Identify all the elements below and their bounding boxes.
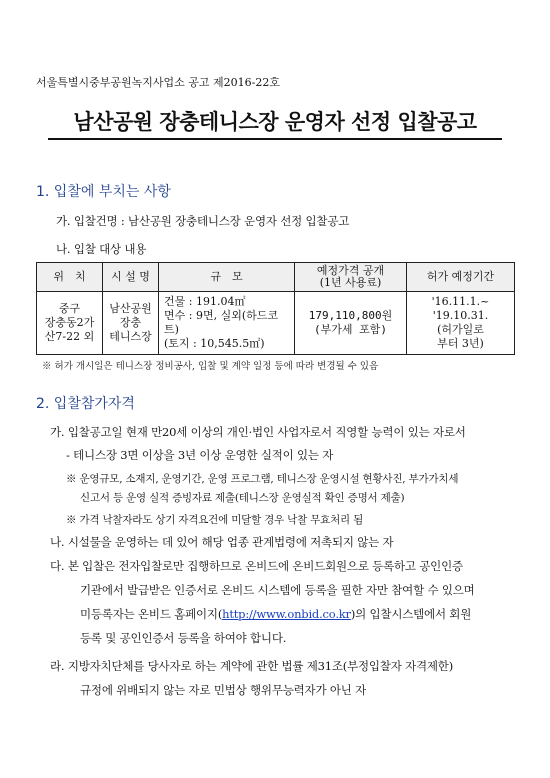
table-row (37, 292, 515, 355)
section2-heading: 2. 입찰참가자격 (36, 396, 135, 412)
section2-remark1-line1: ※ 운영규모, 소재지, 운영기간, 운영 프로그램, 테니스장 운영시설 현황사진, 부가가치세 (66, 473, 459, 485)
section2-item-ra-line1: 라. 지방자치단체를 당사자로 하는 계약에 관한 법률 제31조(부정입찰자 자격제한) (50, 659, 453, 673)
section2-item-na: 나. 시설물을 운영하는 데 있어 해당 업종 관계법령에 저촉되지 않는 자 (50, 535, 394, 549)
section1-heading: 1. 입찰에 부치는 사항 (36, 184, 171, 200)
section1-item-ga: 가. 입찰건명 : 남산공원 장충테니스장 운영자 선정 입찰공고 (56, 214, 350, 228)
cell-scale: 건물 : 191.04㎡ 면수 : 9면, 실외(하드코트) (토지 : 10,545.5㎡) (159, 292, 295, 355)
cell-location: 중구 장충동2가 산7-22 외 (37, 292, 103, 355)
section1-item-na: 나. 입찰 대상 내용 (56, 242, 147, 256)
onbid-link[interactable]: http://www.onbid.co.kr (222, 607, 351, 621)
section2-item-ga: 가. 입찰공고일 현재 만20세 이상의 개인·법인 사업자로서 직영할 능력이 있는 자로서 (50, 425, 466, 439)
section2-item-da-line3: 미등록자는 온비드 홈페이지(http://www.onbid.co.kr)의 입찰시스템에서 회원 (80, 607, 472, 621)
section1-note: ※ 허가 개시일은 테니스장 정비공사, 입찰 및 계약 일정 등에 따라 변경될 수 있음 (42, 361, 379, 372)
cell-price: 179,110,800원 (부가세 포함) (295, 292, 407, 355)
table-header-row (37, 263, 515, 292)
header-location: 위 치 (37, 263, 103, 292)
section2-remark2: ※ 가격 낙찰자라도 상기 자격요건에 미달할 경우 낙찰 무효처리 됨 (66, 514, 364, 526)
section2-item-ra-line2: 규정에 위배되지 않는 자로 민법상 행위무능력자가 아닌 자 (80, 683, 367, 697)
section2-item-da-line1: 다. 본 입찰은 전자입찰로만 집행하므로 온비드에 온비드회원으로 등록하고 공인인증 (50, 559, 463, 573)
document-title: 남산공원 장충테니스장 운영자 선정 입찰공고 (48, 106, 502, 140)
section2-item-da-line4: 등록 및 공인인증서 등록을 하여야 합니다. (80, 631, 287, 645)
header-facility: 시 설 명 (103, 263, 159, 292)
section2-remark1-line2: 신고서 등 운영 실적 증빙자료 제출(테니스장 운영실적 확인 증명서 제출) (80, 492, 405, 504)
cell-facility: 남산공원 장충 테니스장 (103, 292, 159, 355)
section2-item-ga-sub: - 테니스장 3면 이상을 3년 이상 운영한 실적이 있는 자 (66, 448, 334, 462)
cell-period: '16.11.1.~ '19.10.31. (허가일로 부터 3년) (407, 292, 515, 355)
header-period: 허가 예정기간 (407, 263, 515, 292)
bid-target-table (36, 262, 515, 355)
notice-number: 서울특별시중부공원녹지사업소 공고 제2016-22호 (36, 76, 280, 89)
section2-item-da-line2: 기관에서 발급받은 인증서로 온비드 시스템에 등록을 필한 자만 참여할 수 있으며 (80, 583, 475, 597)
header-price: 예정가격 공개 (1년 사용료) (295, 263, 407, 292)
header-scale: 규 모 (159, 263, 295, 292)
